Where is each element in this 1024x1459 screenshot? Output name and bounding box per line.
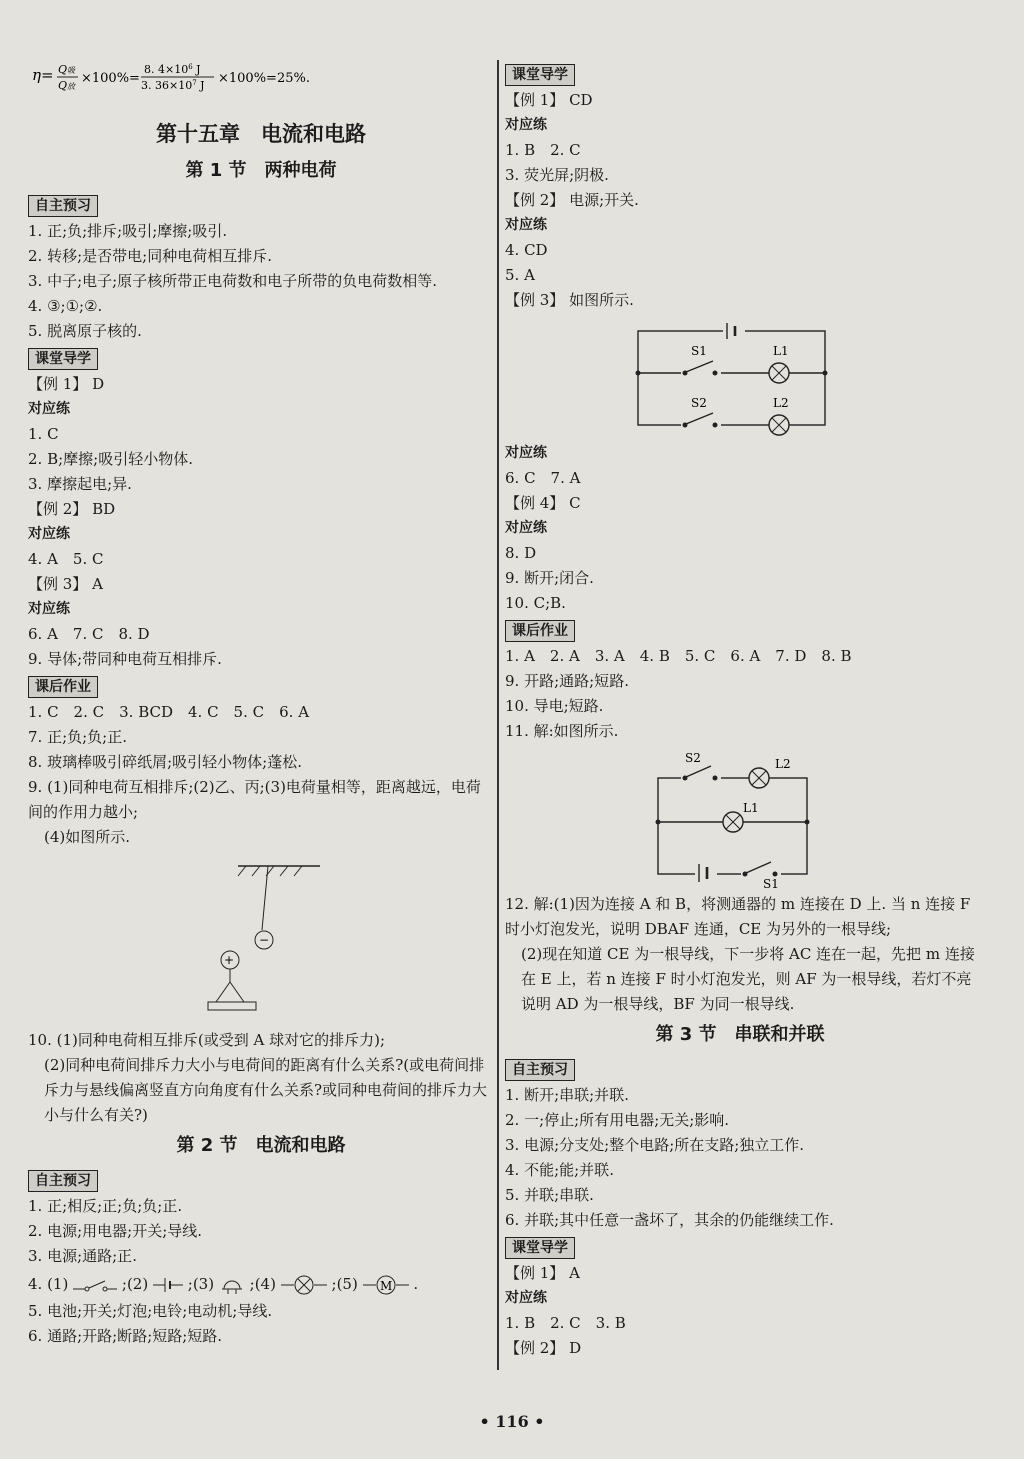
switch-s1-label: S1 bbox=[763, 877, 779, 888]
answer-line: 3. 电源;分支处;整个电路;所在支路;独立工作. bbox=[505, 1136, 805, 1154]
answer-line: 6. 并联;其中任意一盏坏了，其余的仍能继续工作. bbox=[505, 1211, 834, 1229]
answer-line: (2)同种电荷间排斥力大小与电荷间的距离有什么关系?(或电荷间排斥力与悬线偏离竖直方向角度有什么关系?或同种电荷间的排斥力大小与什么有关?) bbox=[44, 1056, 488, 1124]
class-guide-box: 课堂导学 bbox=[505, 64, 575, 86]
switch-symbol-icon bbox=[73, 1277, 117, 1293]
svg-text:×100%=25%.: ×100%=25%. bbox=[218, 71, 310, 86]
svg-text:3. 36×107 J: 3. $36\times 10^7$ J bbox=[141, 79, 205, 92]
answer-line: 9. (1)同种电荷互相排斥;(2)乙、丙;(3)电荷量相等，距离越远，电荷间的作用力越小; bbox=[28, 778, 481, 821]
charge-repulsion-figure bbox=[28, 854, 328, 1024]
section-1-title: 第 1 节 两种电荷 bbox=[185, 160, 337, 181]
answer-line: 1. 正;负;排斥;吸引;摩擦;吸引. bbox=[28, 222, 228, 240]
preview-box: 自主预习 bbox=[28, 1170, 98, 1192]
answer-line: 3. 中子;电子;原子核所带正电荷数和电子所带的负电荷数相等. bbox=[28, 272, 437, 290]
motor-symbol-icon bbox=[363, 1274, 409, 1296]
switch-s2-label: S2 bbox=[685, 751, 701, 765]
lamp-l1-label: L1 bbox=[773, 344, 789, 358]
lamp-l2-label: L2 bbox=[773, 396, 789, 410]
class-guide-box: 课堂导学 bbox=[505, 1237, 575, 1259]
efficiency-formula bbox=[28, 60, 494, 103]
bell-symbol-icon bbox=[219, 1275, 245, 1295]
homework-box: 课后作业 bbox=[28, 676, 98, 698]
answer-line: 12. 解:(1)因为连接 A 和 B，将测通器的 m 连接在 D 上. 当 n 连接 F 时小灯泡发光，说明 DBAF 连通，CE 为另外的一根导线; bbox=[505, 895, 971, 938]
section-3-title: 第 3 节 串联和并联 bbox=[655, 1024, 825, 1045]
answer-line: 1. C 2. C 3. BCD 4. C 5. C 6. A bbox=[28, 703, 310, 721]
svg-text:η=: η= bbox=[32, 66, 54, 84]
answer-line: 5. 电池;开关;灯泡;电铃;电动机;导线. bbox=[28, 1302, 273, 1320]
parallel-circuit-figure-1 bbox=[505, 317, 975, 437]
class-guide-box: 课堂导学 bbox=[28, 348, 98, 370]
answer-line: 3. 荧光屏;阴极. bbox=[505, 166, 609, 184]
answer-line: 4. 不能;能;并联. bbox=[505, 1161, 614, 1179]
answer-line: 【例 1】 D bbox=[28, 375, 105, 393]
answer-line: 1. C bbox=[28, 425, 59, 443]
parallel-circuit-figure-2 bbox=[505, 748, 975, 888]
symbol-answer-line: 4. (1) ;(2) ;(3) ;(4) ;(5) M . bbox=[28, 1269, 494, 1299]
answer-line: 【例 1】 CD bbox=[505, 91, 593, 109]
answer-line: 1. 断开;串联;并联. bbox=[505, 1086, 629, 1104]
answer-line: (4)如图所示. bbox=[44, 828, 131, 846]
practice-label: 对应练 bbox=[28, 526, 70, 542]
practice-label: 对应练 bbox=[505, 117, 547, 133]
svg-text:×100%=: ×100%= bbox=[81, 71, 140, 86]
answer-line: 1. 正;相反;正;负;负;正. bbox=[28, 1197, 183, 1215]
answer-line: 1. A 2. A 3. A 4. B 5. C 6. A 7. D 8. B bbox=[505, 647, 852, 665]
answer-line: 【例 4】 C bbox=[505, 494, 581, 512]
formula-graphic bbox=[28, 60, 368, 92]
answer-line: 3. 电源;通路;正. bbox=[28, 1247, 137, 1265]
answer-line: 1. B 2. C bbox=[505, 141, 581, 159]
answer-line: 2. 电源;用电器;开关;导线. bbox=[28, 1222, 203, 1240]
battery-symbol-icon bbox=[153, 1276, 183, 1294]
answer-line: 【例 2】 BD bbox=[28, 500, 116, 518]
answer-line: 4. ③;①;②. bbox=[28, 297, 103, 315]
answer-line: 11. 解:如图所示. bbox=[505, 722, 619, 740]
answer-line: 【例 2】 电源;开关. bbox=[505, 191, 639, 209]
column-divider bbox=[497, 60, 499, 1370]
lamp-l2-label: L2 bbox=[775, 757, 791, 771]
chapter-title: 第十五章 电流和电路 bbox=[156, 122, 366, 146]
svg-text:−: − bbox=[259, 933, 270, 947]
answer-line: 4. A 5. C bbox=[28, 550, 104, 568]
preview-box: 自主预习 bbox=[28, 195, 98, 217]
answer-line: 8. D bbox=[505, 544, 537, 562]
answer-line: 【例 2】 D bbox=[505, 1339, 582, 1357]
svg-text:Q放: Q放 bbox=[58, 79, 76, 92]
answer-line: 2. 一;停止;所有用电器;无关;影响. bbox=[505, 1111, 730, 1129]
practice-label: 对应练 bbox=[28, 401, 70, 417]
answer-line: 9. 导体;带同种电荷互相排斥. bbox=[28, 650, 222, 668]
answer-line: 【例 3】 如图所示. bbox=[505, 291, 634, 309]
switch-s2-label: S2 bbox=[691, 396, 707, 410]
answer-line: 9. 开路;通路;短路. bbox=[505, 672, 629, 690]
answer-line: (2)现在知道 CE 为一根导线，下一步将 AC 连在一起，先把 m 连接在 E 上，若 n 连接 F 时小灯泡发光，则 AF 为一根导线，若灯不亮说明 AD 为一根导线，BF 为同一根导线. bbox=[521, 945, 975, 1013]
answer-line: 8. 玻璃棒吸引碎纸屑;吸引轻小物体;蓬松. bbox=[28, 753, 302, 771]
practice-label: 对应练 bbox=[505, 520, 547, 536]
right-column bbox=[505, 60, 975, 1361]
answer-line: 1. B 2. C 3. B bbox=[505, 1314, 626, 1332]
section-2-title: 第 2 节 电流和电路 bbox=[176, 1135, 346, 1156]
practice-label: 对应练 bbox=[28, 601, 70, 617]
answer-line: 5. 并联;串联. bbox=[505, 1186, 594, 1204]
practice-label: 对应练 bbox=[505, 1290, 547, 1306]
answer-line: 6. A 7. C 8. D bbox=[28, 625, 150, 643]
answer-line: 2. 转移;是否带电;同种电荷相互排斥. bbox=[28, 247, 272, 265]
answer-line: 2. B;摩擦;吸引轻小物体. bbox=[28, 450, 193, 468]
svg-text:+: + bbox=[224, 953, 235, 967]
answer-line: 10. (1)同种电荷相互排斥(或受到 A 球对它的排斥力); bbox=[28, 1031, 385, 1049]
answer-line: 3. 摩擦起电;异. bbox=[28, 475, 132, 493]
switch-s1-label: S1 bbox=[691, 344, 707, 358]
homework-box: 课后作业 bbox=[505, 620, 575, 642]
left-column bbox=[28, 60, 494, 1349]
svg-text:Q吸: Q吸 bbox=[58, 63, 76, 76]
answer-line: 6. C 7. A bbox=[505, 469, 581, 487]
answer-line: 5. 脱离原子核的. bbox=[28, 322, 142, 340]
preview-box: 自主预习 bbox=[505, 1059, 575, 1081]
answer-line: 9. 断开;闭合. bbox=[505, 569, 594, 587]
answer-line: 【例 1】 A bbox=[505, 1264, 580, 1282]
answer-line: 7. 正;负;负;正. bbox=[28, 728, 128, 746]
practice-label: 对应练 bbox=[505, 217, 547, 233]
answer-line: 【例 3】 A bbox=[28, 575, 103, 593]
answer-line: 10. 导电;短路. bbox=[505, 697, 604, 715]
answer-line: 10. C;B. bbox=[505, 594, 566, 612]
lamp-symbol-icon bbox=[281, 1274, 327, 1296]
answer-line: 6. 通路;开路;断路;短路;短路. bbox=[28, 1327, 223, 1345]
svg-text:8. 4×106 J: 8. $4\times 10^6$ J bbox=[144, 63, 201, 76]
page-number: • 116 • bbox=[479, 1412, 545, 1431]
practice-label: 对应练 bbox=[505, 445, 547, 461]
svg-text:M: M bbox=[379, 1279, 392, 1293]
answer-line: 4. CD bbox=[505, 241, 548, 259]
lamp-l1-label: L1 bbox=[743, 801, 759, 815]
answer-line: 5. A bbox=[505, 266, 535, 284]
